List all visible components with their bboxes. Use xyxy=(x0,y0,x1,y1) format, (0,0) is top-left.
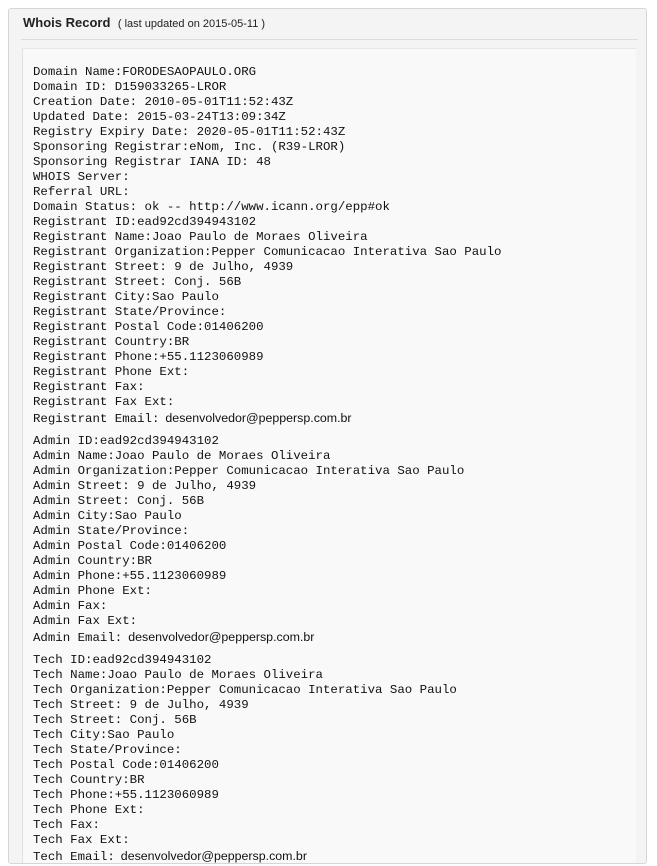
record-line: Admin Country:BR xyxy=(33,554,152,568)
whois-record-body xyxy=(22,48,636,863)
record-line: Registrant Organization:Pepper Comunicacao Interativa Sao Paulo xyxy=(33,245,502,259)
admin-email-value: desenvolvedor@peppersp.com.br xyxy=(128,630,315,644)
record-line: Admin ID:ead92cd394943102 xyxy=(33,434,219,448)
record-line: Tech Name:Joao Paulo de Moraes Oliveira xyxy=(33,668,323,682)
record-line: Registrant Fax: xyxy=(33,380,145,394)
record-line: Updated Date: 2015-03-24T13:09:34Z xyxy=(33,110,286,124)
record-line: Admin Street: 9 de Julho, 4939 xyxy=(33,479,257,493)
record-line: Registrant City:Sao Paulo xyxy=(33,290,219,304)
tech-email-label: Tech Email: xyxy=(33,850,115,864)
record-line: Registrant Fax Ext: xyxy=(33,395,175,409)
record-line: Tech Fax Ext: xyxy=(33,833,130,847)
record-line: Tech Fax: xyxy=(33,818,100,832)
tech-section xyxy=(33,653,636,864)
record-line: Creation Date: 2010-05-01T11:52:43Z xyxy=(33,95,294,109)
record-line: Registrant Phone Ext: xyxy=(33,365,190,379)
record-line: Tech Street: Conj. 56B xyxy=(33,713,197,727)
registrant-email-label: Registrant Email: xyxy=(33,412,160,426)
record-line: Tech ID:ead92cd394943102 xyxy=(33,653,212,667)
record-line: Domain Status: ok -- http://www.icann.org/epp#ok xyxy=(33,200,390,214)
record-line: Sponsoring Registrar:eNom, Inc. (R39-LROR) xyxy=(33,140,346,154)
registrant-section xyxy=(33,65,636,426)
admin-email-line xyxy=(33,629,636,645)
record-line: Registrant Postal Code:01406200 xyxy=(33,320,264,334)
record-line: Tech City:Sao Paulo xyxy=(33,728,175,742)
whois-panel xyxy=(8,8,647,864)
record-line: WHOIS Server: xyxy=(33,170,130,184)
general-lines xyxy=(33,65,636,410)
panel-header xyxy=(9,9,646,37)
record-line: Registry Expiry Date: 2020-05-01T11:52:43Z xyxy=(33,125,346,139)
record-line: Tech Postal Code:01406200 xyxy=(33,758,219,772)
record-line: Registrant ID:ead92cd394943102 xyxy=(33,215,257,229)
record-line: Admin State/Province: xyxy=(33,524,190,538)
record-line: Admin Fax: xyxy=(33,599,108,613)
tech-lines xyxy=(33,653,636,848)
record-line: Registrant Phone:+55.1123060989 xyxy=(33,350,264,364)
admin-email-label: Admin Email: xyxy=(33,631,123,645)
record-line: Tech Organization:Pepper Comunicacao Interativa Sao Paulo xyxy=(33,683,457,697)
panel-title: Whois Record xyxy=(23,15,111,30)
header-divider xyxy=(21,39,638,40)
record-line: Admin Phone:+55.1123060989 xyxy=(33,569,227,583)
record-line: Admin Name:Joao Paulo de Moraes Oliveira xyxy=(33,449,331,463)
record-line: Tech Street: 9 de Julho, 4939 xyxy=(33,698,249,712)
record-line: Tech Country:BR xyxy=(33,773,145,787)
record-line: Registrant Street: 9 de Julho, 4939 xyxy=(33,260,294,274)
registrant-email-value: desenvolvedor@peppersp.com.br xyxy=(165,411,352,425)
tech-email-line xyxy=(33,848,636,864)
tech-email-value: desenvolvedor@peppersp.com.br xyxy=(120,849,307,863)
record-line: Registrant State/Province: xyxy=(33,305,227,319)
record-line: Admin Street: Conj. 56B xyxy=(33,494,205,508)
record-line: Admin Postal Code:01406200 xyxy=(33,539,227,553)
record-line: Admin Organization:Pepper Comunicacao Interativa Sao Paulo xyxy=(33,464,465,478)
record-line: Tech Phone Ext: xyxy=(33,803,145,817)
registrant-email-line xyxy=(33,410,636,426)
record-line: Tech Phone:+55.1123060989 xyxy=(33,788,219,802)
record-line: Tech State/Province: xyxy=(33,743,182,757)
record-line: Registrant Street: Conj. 56B xyxy=(33,275,242,289)
admin-section xyxy=(33,434,636,645)
record-line: Domain Name:FORODESAOPAULO.ORG xyxy=(33,65,257,79)
record-line: Referral URL: xyxy=(33,185,130,199)
record-line: Registrant Name:Joao Paulo de Moraes Oliveira xyxy=(33,230,368,244)
record-line: Sponsoring Registrar IANA ID: 48 xyxy=(33,155,271,169)
record-line: Admin City:Sao Paulo xyxy=(33,509,182,523)
record-line: Registrant Country:BR xyxy=(33,335,190,349)
admin-lines xyxy=(33,434,636,629)
record-line: Domain ID: D159033265-LROR xyxy=(33,80,227,94)
record-line: Admin Phone Ext: xyxy=(33,584,152,598)
last-updated-note: ( last updated on 2015-05-11 ) xyxy=(117,18,266,30)
record-line: Admin Fax Ext: xyxy=(33,614,138,628)
